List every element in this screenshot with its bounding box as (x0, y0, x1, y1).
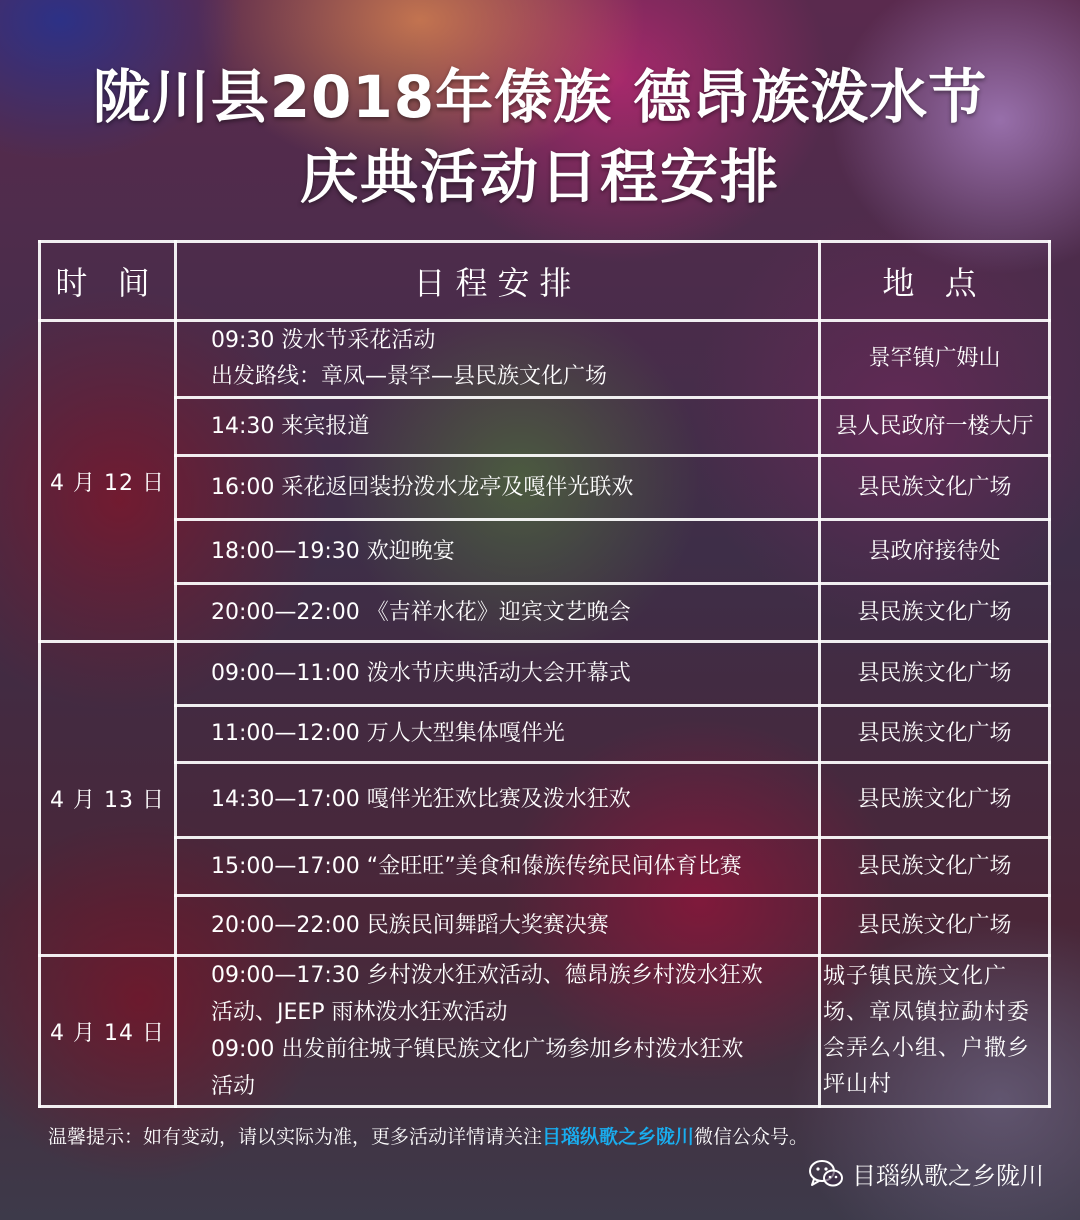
location-cell: 景罕镇广姆山 (820, 321, 1050, 398)
schedule-table (38, 240, 1051, 1108)
location-cell: 县政府接待处 (820, 520, 1050, 584)
event-cell: 11:00—12:00 万人大型集体嘎伴光 (176, 706, 820, 763)
event-cell: 16:00 采花返回装扮泼水龙亭及嘎伴光联欢 (176, 456, 820, 520)
table-row (40, 896, 1050, 956)
event-cell: 15:00—17:00 “金旺旺”美食和傣族传统民间体育比赛 (176, 838, 820, 896)
event-cell: 09:00—11:00 泼水节庆典活动大会开幕式 (176, 642, 820, 706)
table-row (40, 584, 1050, 642)
event-line: 活动、JEEP 雨林泼水狂欢活动 (211, 1000, 508, 1025)
location-cell: 县民族文化广场 (820, 584, 1050, 642)
location-cell: 县民族文化广场 (820, 456, 1050, 520)
page-subtitle: 庆典活动日程安排 (299, 143, 780, 211)
table-row (40, 956, 1050, 1107)
table-row (40, 706, 1050, 763)
event-cell: 20:00—22:00 《吉祥水花》迎宾文艺晚会 (176, 584, 820, 642)
header-location: 地 点 (820, 242, 1050, 321)
table-row (40, 520, 1050, 584)
wechat-icon (808, 1159, 844, 1189)
watermark-text: 目瑙纵歌之乡陇川 (852, 1162, 1044, 1190)
event-cell: 20:00—22:00 民族民间舞蹈大奖赛决赛 (176, 896, 820, 956)
table-row (40, 763, 1050, 838)
location-cell: 县民族文化广场 (820, 706, 1050, 763)
event-cell: 18:00—19:30 欢迎晚宴 (176, 520, 820, 584)
event-line: 09:00—17:30 乡村泼水狂欢活动、德昂族乡村泼水狂欢 (211, 963, 763, 988)
table-header-row (40, 242, 1050, 321)
event-cell (176, 321, 820, 398)
date-cell-apr14: 4 月 14 日 (40, 956, 176, 1107)
date-cell-apr12: 4 月 12 日 (40, 321, 176, 642)
location-cell: 县民族文化广场 (820, 838, 1050, 896)
table-row (40, 456, 1050, 520)
table-row (40, 398, 1050, 456)
event-line: 09:30 泼水节采花活动 (211, 328, 436, 353)
event-cell: 14:30 来宾报道 (176, 398, 820, 456)
event-line: 09:00 出发前往城子镇民族文化广场参加乡村泼水狂欢 (211, 1037, 744, 1062)
event-cell: 14:30—17:00 嘎伴光狂欢比赛及泼水狂欢 (176, 763, 820, 838)
event-line: 出发路线：章凤—景罕—县民族文化广场 (211, 364, 608, 389)
table-row (40, 642, 1050, 706)
footer-note-prefix: 温馨提示：如有变动，请以实际为准，更多活动详情请关注 (48, 1126, 543, 1148)
location-cell: 县民族文化广场 (820, 763, 1050, 838)
location-cell: 城子镇民族文化广场、章凤镇拉勐村委会弄么小组、户撒乡坪山村 (820, 956, 1050, 1107)
event-cell (176, 956, 820, 1107)
table-row (40, 838, 1050, 896)
location-cell: 县民族文化广场 (820, 642, 1050, 706)
header-time: 时 间 (40, 242, 176, 321)
location-cell: 县人民政府一楼大厅 (820, 398, 1050, 456)
page-title: 陇川县2018年傣族 德昂族泼水节 (92, 63, 988, 131)
header-schedule: 日程安排 (176, 242, 820, 321)
date-cell-apr13: 4 月 13 日 (40, 642, 176, 956)
event-line: 活动 (211, 1074, 256, 1099)
footer-note (48, 1122, 808, 1149)
location-cell: 县民族文化广场 (820, 896, 1050, 956)
footer-account-link[interactable]: 目瑙纵歌之乡陇川 (542, 1126, 695, 1148)
watermark (808, 1156, 1044, 1191)
footer-note-suffix: 微信公众号。 (694, 1126, 809, 1148)
table-row (40, 321, 1050, 398)
